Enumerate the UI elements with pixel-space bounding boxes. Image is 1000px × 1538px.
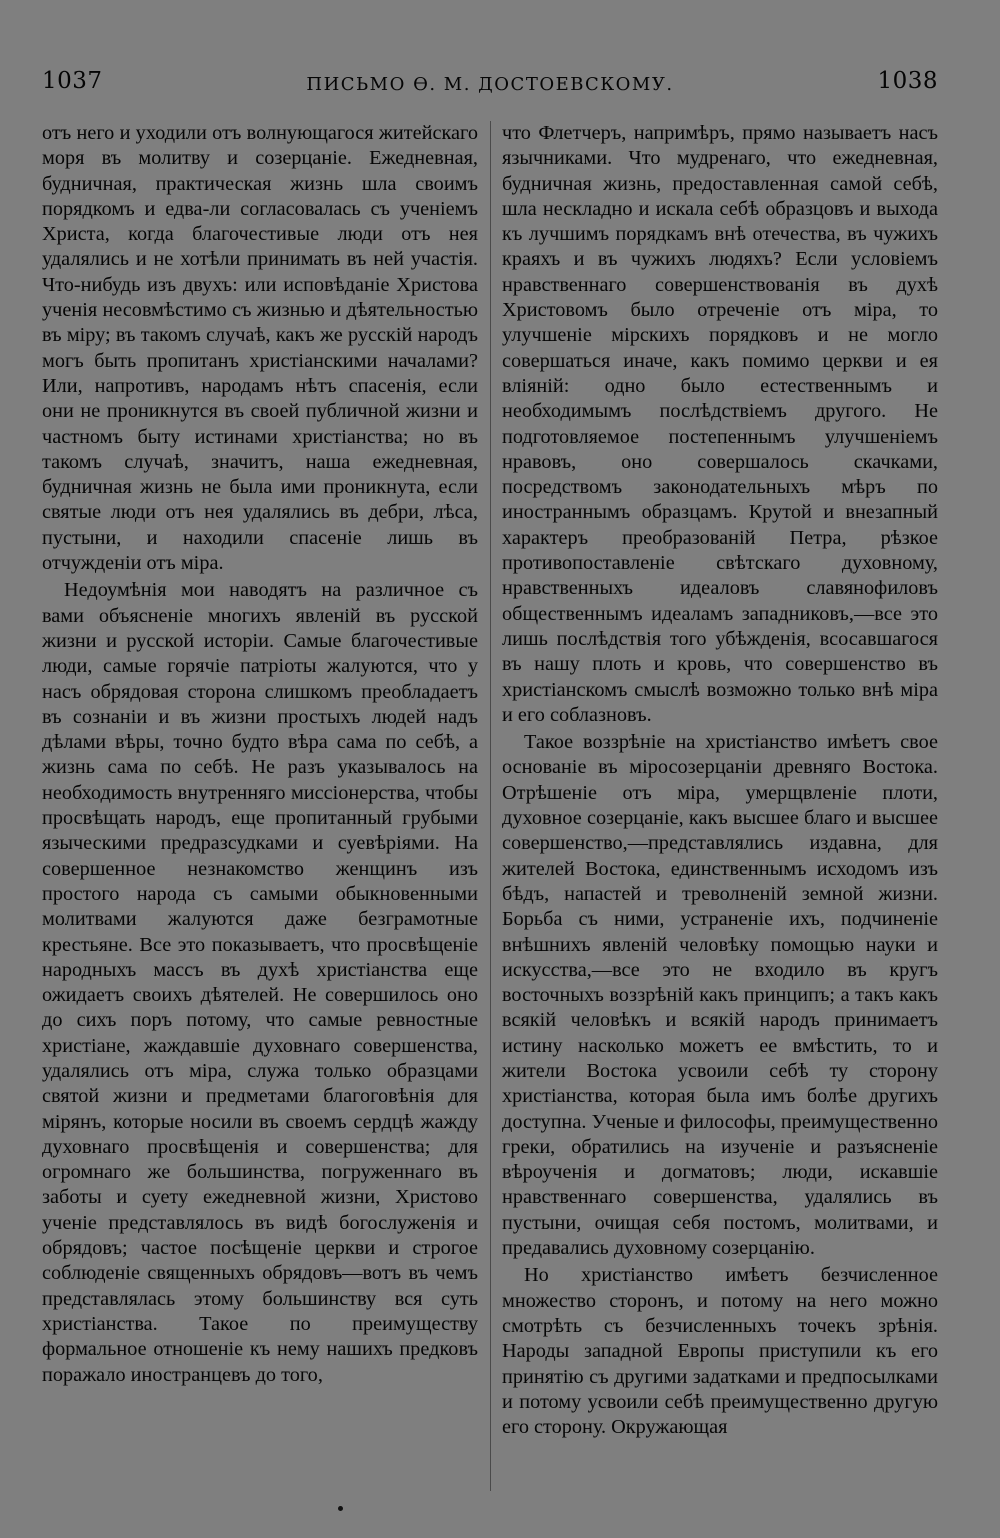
page-number-left: 1037 xyxy=(42,68,103,94)
paragraph: что Флетчеръ, напримѣръ, прямо называетъ насъ язычниками. Что мудренаго, что ежедневная, будничная жизнь, предоставленная самой себѣ, шла нескладно и искала себѣ образцовъ и выхода къ лучшимъ порядкамъ внѣ отечества, въ чужихъ краяхъ и въ чужихъ людяхъ? Если условіемъ нравственнаго совершенствованія въ духѣ Христовомъ было отреченіе отъ міра, то улучшеніе мірскихъ порядковъ и не могло совершаться иначе, какъ помимо церкви и ея вліяній: одно было естественнымъ и необходимымъ послѣдствіемъ другого. Не подготовляемое постепеннымъ улучшеніемъ нравовъ, оно совершалось скачками, посредствомъ законодательныхъ мѣръ по иностраннымъ образцамъ. Крутой и внезапный характеръ преобразованій Петра, рѣзкое противопоставленіе свѣтскаго духовному, нравственныхъ идеаловъ славянофиловъ общественнымъ идеаламъ западниковъ,—все это лишь послѣдствія того убѣжденія, всосавшагося въ нашу плоть и кровь, что совершенство въ христіанскомъ смыслѣ возможно только внѣ міра и его соблазновъ. xyxy=(502,122,938,726)
running-title: ПИСЬМО Ѳ. М. ДОСТОЕВСКОМУ. xyxy=(306,74,674,95)
paragraph: Недоумѣнія мои наводятъ на различное съ вами объясненіе многихъ явленій въ русской жизни и русской исторіи. Самые благочестивые люди, самые горячіе патріоты жалуются, что у насъ обрядовая сторона слишкомъ преобладаетъ въ сознаніи и въ жизни простыхъ людей надъ дѣлами вѣры, точно будто вѣра сама по себѣ, а жизнь сама по себѣ. Не разъ указывалось на необходимость внутренняго миссіонерства, чтобы просвѣщать народъ, еще пропитанный грубыми языческими предразсудками и суевѣріями. На совершенное незнакомство женщинъ изъ простого народа съ самыми обыкновенными молитвами жалуются даже безграмотные крестьяне. Все это показываетъ, что просвѣщеніе народныхъ массъ въ духѣ христіанства еще ожидаетъ своихъ дѣятелей. Не совершилось оно до сихъ поръ потому, что самые ревностные христіане, жаждавшіе духовнаго совершенства, удалялись отъ міра, служа только образцами святой жизни и предметами благоговѣнія для мірянъ, которые носили въ своемъ сердцѣ жажду духовнаго просвѣщенія и совершенства; для огромнаго же большинства, погруженнаго въ заботы и суету ежедневной жизни, Христово ученіе представлялось въ видѣ богослуженія и обрядовъ; частое посѣщеніе церкви и строгое соблюденіе священныхъ обрядовъ—вотъ въ чемъ представлялась этому большинству вся суть христіанства. Такое по преимуществу формальное отношеніе къ нему нашихъ предковъ поражало иностранцевъ до того, xyxy=(42,579,478,1386)
left-column xyxy=(42,121,478,1388)
page-number-right: 1038 xyxy=(877,68,938,94)
print-mark xyxy=(338,1506,343,1511)
column-divider xyxy=(490,121,491,1491)
paragraph: Такое воззрѣніе на христіанство имѣетъ свое основаніе въ міросозерцаніи древняго Востока. Отрѣшеніе отъ міра, умерщвленіе плоти, духовное созерцаніе, какъ высшее благо и высшее совершенство,—представлялись издавна, для жителей Востока, единственнымъ исходомъ изъ бѣдъ, напастей и треволненій земной жизни. Борьба съ ними, устраненіе ихъ, подчиненіе внѣшнихъ явленій человѣку помощью науки и искусства,—все это не входило въ кругъ восточныхъ воззрѣній какъ принципъ; а такъ какъ всякій человѣкъ и всякій народъ принимаетъ истину насколько можетъ ее вмѣстить, то и жители Востока усвоили себѣ ту сторону христіанства, которая была имъ болѣе другихъ доступна. Ученые и философы, преимущественно греки, обратились на изученіе и разъясненіе вѣроученія и догматовъ; люди, искавшіе нравственнаго совершенства, удалялись въ пустыни, очищая себя постомъ, молитвами, и предавались духовному созерцанію. xyxy=(502,731,938,1260)
right-column xyxy=(502,121,938,1440)
paragraph: отъ него и уходили отъ волнующагося житейскаго моря въ молитву и созерцаніе. Ежедневная, будничная, практическая жизнь шла своимъ порядкомъ и едва-ли согласовалась съ ученіемъ Христа, когда благочестивые люди отъ нея удалялись и не хотѣли принимать въ ней участія. Что-нибудь изъ двухъ: или исповѣданіе Христова ученія несовмѣстимо съ жизнью и дѣятельностью въ міру; въ такомъ случаѣ, какъ же русскій народъ могъ быть пропитанъ христіанскими началами? Или, напротивъ, народамъ нѣтъ спасенія, если они не проникнутся въ своей публичной жизни и частномъ быту истинами христіанства; но въ такомъ случаѣ, значитъ, наша ежедневная, будничная жизнь не была ими проникнута, если святые люди отъ нея удалялись въ дебри, лѣса, пустыни, и находили спасеніе лишь въ отчужденіи отъ міра. xyxy=(42,122,478,575)
page-header xyxy=(42,62,938,102)
paragraph: Но христіанство имѣетъ безчисленное множество сторонъ, и потому на него можно смотрѣть съ безчисленныхъ точекъ зрѣнія. Народы западной Европы приступили къ его принятію съ другими задатками и предпосылками и потому усвоили себѣ преимущественно другую его сторону. Окружающая xyxy=(502,1264,938,1439)
